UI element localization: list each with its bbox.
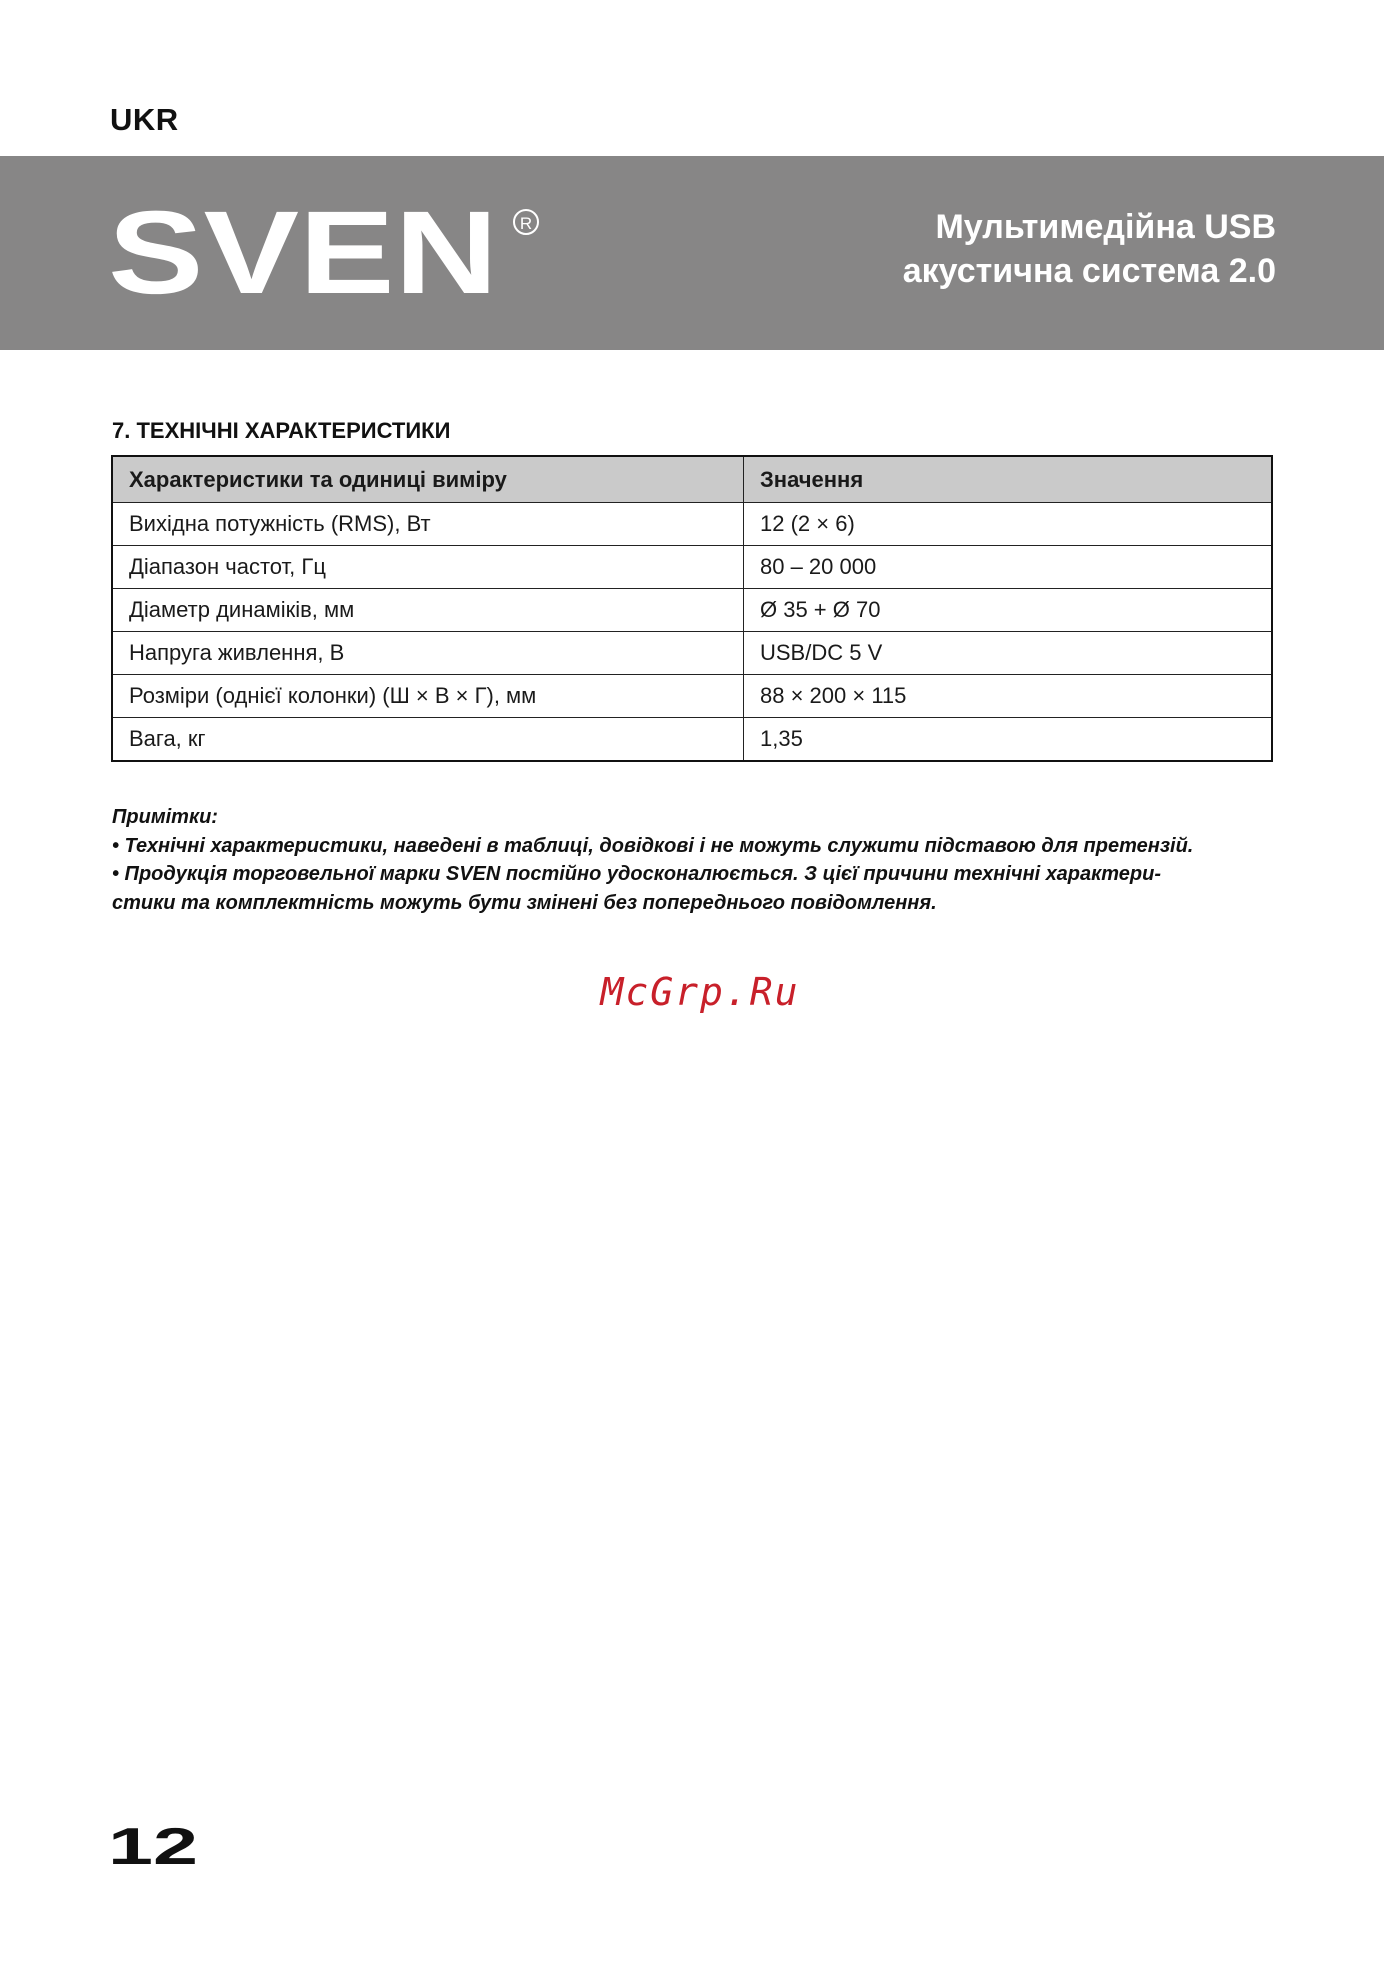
watermark: McGrp.Ru bbox=[600, 970, 800, 1014]
table-row bbox=[112, 589, 1272, 632]
row-value: 80 – 20 000 bbox=[744, 546, 1273, 589]
table-row bbox=[112, 546, 1272, 589]
svg-text:12: 12 bbox=[108, 1822, 198, 1868]
table-row bbox=[112, 632, 1272, 675]
note-line: • Продукція торговельної марки SVEN постійно удосконалюється. З цієї причини технічні характери- bbox=[112, 863, 1161, 885]
row-value: 88 × 200 × 115 bbox=[744, 675, 1273, 718]
row-value: USB/DC 5 V bbox=[744, 632, 1273, 675]
table-row bbox=[112, 718, 1272, 762]
notes-block bbox=[112, 803, 1284, 917]
product-title-line-2: акустична система 2.0 bbox=[902, 252, 1276, 290]
row-characteristic: Діапазон частот, Гц bbox=[112, 546, 744, 589]
table-row bbox=[112, 503, 1272, 546]
page-number bbox=[108, 1822, 200, 1868]
row-characteristic: Діаметр динаміків, мм bbox=[112, 589, 744, 632]
product-title bbox=[903, 205, 1276, 293]
row-value: Ø 35 + Ø 70 bbox=[744, 589, 1273, 632]
table-header-row bbox=[112, 456, 1272, 503]
column-header-characteristic: Характеристики та одиниці виміру bbox=[112, 456, 744, 503]
table-row bbox=[112, 675, 1272, 718]
svg-text:R: R bbox=[519, 214, 533, 233]
language-code: UKR bbox=[110, 102, 179, 137]
product-title-line-1: Мультимедійна USB bbox=[935, 208, 1276, 246]
row-characteristic: Розміри (однієї колонки) (Ш × В × Г), мм bbox=[112, 675, 744, 718]
column-header-value: Значення bbox=[744, 456, 1273, 503]
section-heading: 7. ТЕХНІЧНІ ХАРАКТЕРИСТИКИ bbox=[112, 418, 451, 443]
note-line: • Технічні характеристики, наведені в таблиці, довідкові і не можуть служити підставою для претензій. bbox=[112, 834, 1194, 857]
row-characteristic: Вага, кг bbox=[112, 718, 744, 762]
notes-title: Примітки: bbox=[112, 806, 218, 828]
svg-text:SVEN: SVEN bbox=[108, 198, 498, 308]
spec-table bbox=[111, 455, 1273, 762]
note-line: стики та комплектність можуть бути змінені без попереднього повідомлення. bbox=[112, 891, 937, 914]
row-value: 12 (2 × 6) bbox=[744, 503, 1273, 546]
row-characteristic: Напруга живлення, В bbox=[112, 632, 744, 675]
row-value: 1,35 bbox=[744, 718, 1273, 762]
row-characteristic: Вихідна потужність (RMS), Вт bbox=[112, 503, 744, 546]
sven-logo bbox=[108, 198, 548, 308]
